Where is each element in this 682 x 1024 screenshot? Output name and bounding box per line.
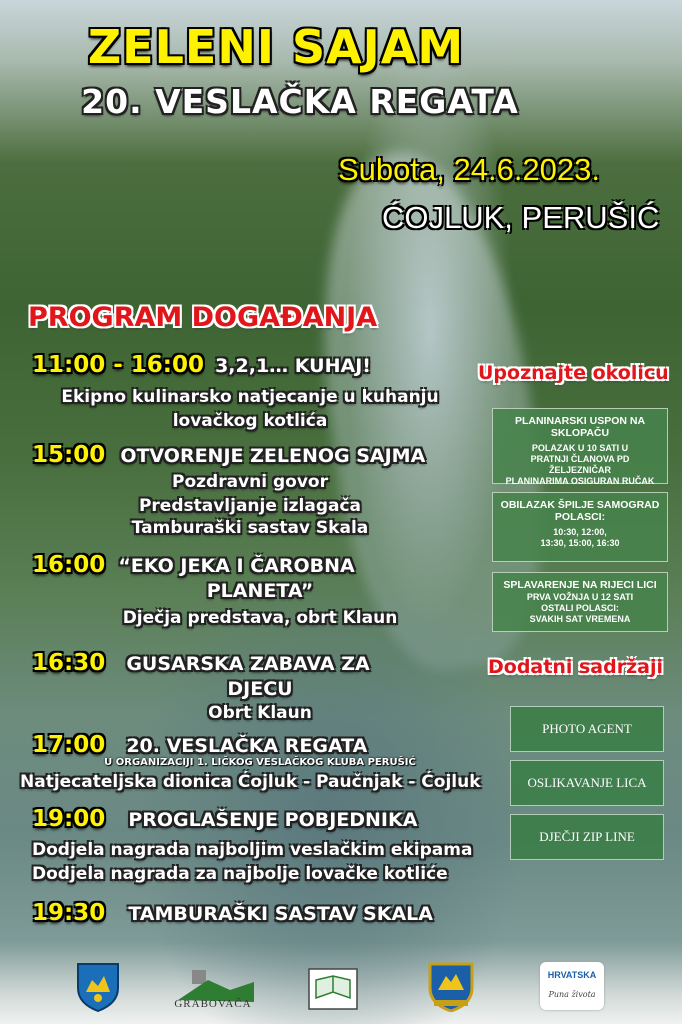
event-7 [32,900,433,926]
grabovaca-logo [168,968,258,1012]
extra-photo-agent: PHOTO AGENT [510,706,664,752]
event-desc-line: lovačkog kotlića [172,411,328,431]
event-desc-line: Dodjela nagrada najboljim veslačkim ekipama [32,840,473,860]
event-organizer-note: U ORGANIZACIJI 1. LIČKOG VESLAČKOG KLUBA PERUŠIĆ [104,757,416,768]
hrvatska-logo-tagline: Puna života [548,990,596,999]
event-desc-line: Ekipno kulinarsko natjecanje u kuhanju [61,387,439,407]
explore-box-text: PLANINARIMA OSIGURAN RUČAK [505,476,655,486]
book-logo [308,968,358,1014]
event-title-text: OTVORENJE ZELENOG SAJMA [120,445,426,467]
event-desc-line: Predstavljanje izlagača [138,496,362,516]
event-time: 16:00 [32,552,106,578]
explore-box-title: PLANINARSKI USPON NA SKLOPAČU [514,415,646,439]
event-2 [32,442,425,468]
explore-box-text: PRVA VOŽNJA U 12 SATI [526,592,634,602]
explore-box-hiking [492,408,668,484]
hrvatska-tourism-logo [540,962,604,1010]
event-title-text: 3,2,1… KUHAJ! [215,355,371,377]
explore-box-title: SPLAVARENJE NA RIJECI LICI [503,579,657,591]
extras-heading: Dodatni sadržaji [488,656,663,678]
event-title-text: “EKO JEKA I ČAROBNA [118,555,355,577]
perusic-coat-of-arms-logo [76,962,120,1016]
event-time: 15:00 [32,442,106,468]
event-desc-line: Tamburaški sastav Skala [131,518,369,538]
extra-zip-line: DJEČJI ZIP LINE [510,814,664,860]
explore-heading: Upoznajte okolicu [478,362,669,384]
event-title-text: PLANETA” [206,580,314,602]
explore-box-text: PRATNJI ČLANOVA PD ŽELJEZNIČAR [530,454,630,475]
event-title-text: 20. VESLAČKA REGATA [126,735,368,757]
event-title-text: PROGLAŠENJE POBJEDNIKA [128,809,418,831]
event-5 [32,732,367,758]
explore-box-text: 10:30, 12:00, [553,527,607,537]
event-subtitle: 20. VESLAČKA REGATA [81,82,519,121]
event-4 [32,650,370,676]
event-desc-line: Dječja predstava, obrt Klaun [122,608,398,628]
event-time: 19:00 [32,806,106,832]
event-3 [32,552,355,578]
event-desc-line: Obrt Klaun [208,703,312,723]
event-desc-line: Dodjela nagrada za najbolje lovačke kotliće [32,864,448,884]
explore-box-text: 13:30, 15:00, 16:30 [540,538,620,548]
extra-face-painting: OSLIKAVANJE LICA [510,760,664,806]
event-location: ĆOJLUK, PERUŠIĆ [382,200,660,235]
explore-box-title: OBILAZAK ŠPILJE SAMOGRAD POLASCI: [500,499,660,523]
event-title-text: TAMBURAŠKI SASTAV SKALA [128,903,433,925]
event-desc-line: Pozdravni govor [172,472,328,492]
event-time: 19:30 [32,900,106,926]
event-1 [32,352,371,378]
event-title: ZELENI SAJAM [87,20,465,74]
event-6 [32,806,417,832]
hrvatska-logo-text: HRVATSKA [547,970,597,980]
explore-box-text: POLAZAK U 10 SATI U [531,443,629,453]
event-desc-line: Natjecateljska dionica Ćojluk - Paučnjak - Ćojluk [20,772,481,792]
grabovaca-logo-text: GRABOVAČA [174,998,252,1010]
event-time: 17:00 [32,732,106,758]
explore-box-rafting [492,572,668,632]
opcina-perusic-logo [426,960,476,1016]
event-time: 11:00 - 16:00 [32,352,204,378]
explore-box-cave [492,492,668,562]
event-title-text: DJECU [227,678,293,700]
explore-box-text: SVAKIH SAT VREMENA [529,614,631,624]
event-time: 16:30 [32,650,106,676]
explore-box-text: OSTALI POLASCI: [541,603,619,613]
event-title-text: GUSARSKA ZABAVA ZA [126,653,370,675]
program-heading: PROGRAM DOGAĐANJA [28,302,378,333]
event-date: Subota, 24.6.2023. [338,152,601,187]
